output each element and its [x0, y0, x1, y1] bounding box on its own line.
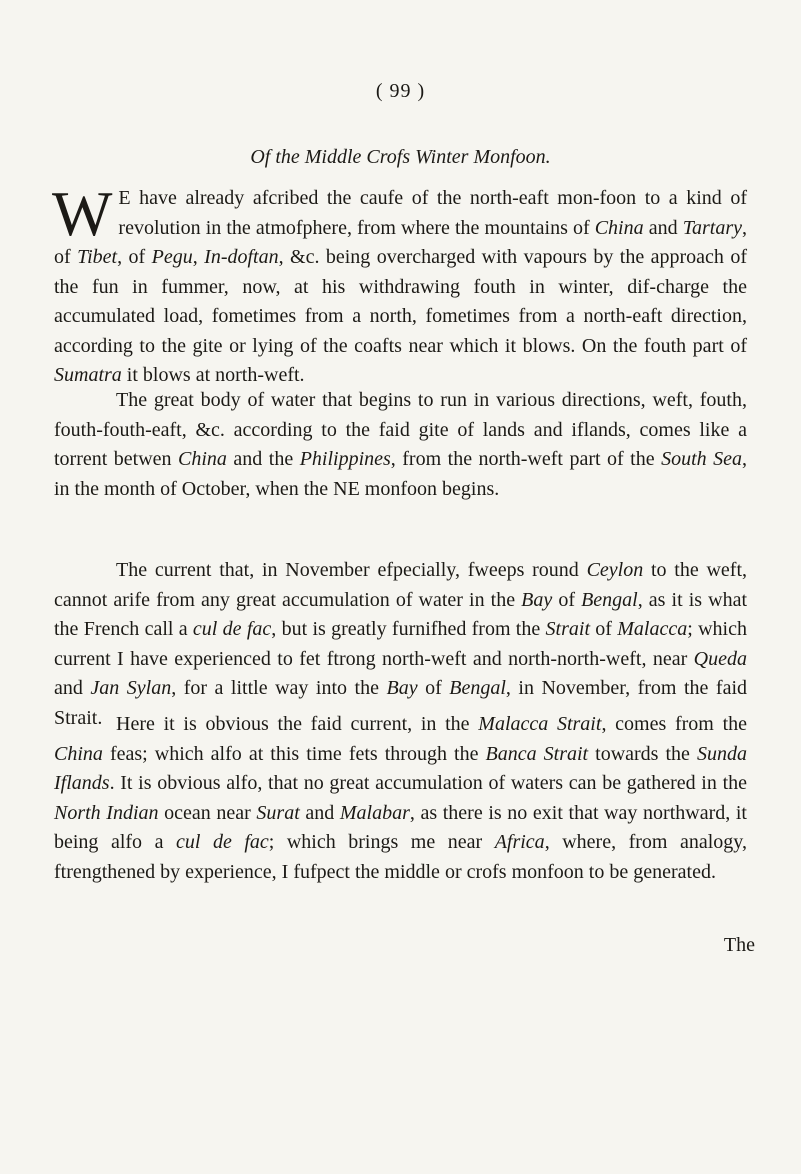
- italic-term: South Sea: [661, 448, 742, 470]
- text-run: ,: [192, 246, 205, 268]
- italic-term: China: [594, 216, 644, 239]
- text-run: to the weft, cannot arife from any great accumulation of water in the: [54, 559, 748, 611]
- text-run: and: [54, 677, 91, 699]
- text-run: and the: [226, 448, 300, 470]
- italic-term: Bay: [521, 588, 553, 611]
- drop-cap: W: [52, 178, 113, 249]
- paragraph-2: [54, 386, 747, 504]
- italic-term: Surat: [256, 801, 300, 824]
- text-run: ocean near: [158, 801, 257, 824]
- text-run: , from the north-weft part of the: [390, 448, 662, 470]
- paragraph-3-text: [54, 556, 747, 733]
- paragraph-2-text: [54, 386, 747, 504]
- paragraph-4-text: [54, 710, 747, 887]
- italic-term: Sunda Iflands: [54, 742, 747, 794]
- text-run: , but is greatly furnifhed from the: [271, 618, 546, 640]
- text-run: ; which brings me near: [268, 831, 495, 853]
- paragraph-3: [54, 556, 747, 733]
- page-number: ( 99 ): [375, 80, 426, 102]
- italic-term: Banca Strait: [485, 742, 589, 765]
- paragraph-4: [54, 710, 747, 887]
- text-run: ; which current I have experienced to fet ftrong north-weft and north-north-weft, near: [54, 618, 747, 670]
- text-run: , of: [117, 246, 152, 268]
- text-run: , &c. being overcharged with vapours by the approach of the fun in fummer, now, at his withdrawing fouth in winter, dif-charge the accumulated load, fometimes from a north, fometimes from a north-eaft direction, according to the gite or lying of the coafts near which it blows. On the fouth part of: [54, 246, 747, 357]
- italic-term: Malacca Strait: [478, 713, 602, 735]
- italic-term: In-doftan: [204, 246, 279, 268]
- italic-term: China: [54, 742, 103, 765]
- text-run: The current that, in November efpecially, fweeps round: [116, 559, 587, 581]
- italic-term: Strait: [545, 618, 590, 640]
- text-run: of: [590, 618, 618, 640]
- text-run: , for a little way into the: [171, 677, 387, 699]
- text-run: The great body of water that begins to run in various directions, weft, fouth, fouth-fouth-eaft, &c. according to the faid gite of lands and iflands, comes like a torrent betwen: [54, 389, 747, 470]
- text-run: , as there is no exit that way northward, it being alfo a: [54, 801, 747, 853]
- text-run: Here it is obvious the faid current, in the: [116, 713, 479, 735]
- text-run: of: [417, 677, 450, 699]
- text-run: E have already afcribed the caufe of the north-eaft mon-foon to a kind of revolution in the atmofphere, from where the mountains of: [118, 187, 747, 239]
- italic-term: Queda: [693, 647, 747, 670]
- text-run: and: [643, 216, 683, 239]
- text-run: , where, from analogy, ftrengthened by experience, I fufpect the middle or crofs monfoon to be generated.: [54, 831, 748, 883]
- paragraph-1-text: [52, 178, 747, 391]
- text-run: , comes from the: [601, 713, 747, 735]
- italic-term: Malabar: [339, 801, 410, 824]
- italic-term: Bengal: [581, 588, 638, 611]
- text-run: towards the: [588, 742, 697, 765]
- text-run: . It is obvious alfo, that no great accumulation of waters can be gathered in the: [109, 772, 747, 794]
- text-run: and: [299, 801, 340, 824]
- italic-term: Bay: [386, 677, 418, 699]
- paragraph-1: [52, 178, 747, 391]
- text-run: , in November, from the faid Strait.: [54, 677, 747, 729]
- italic-term: cul de fac: [192, 618, 272, 640]
- text-run: , in the month of October, when the NE monfoon begins.: [54, 448, 747, 500]
- italic-term: China: [178, 448, 227, 470]
- text-run: , as it is what the French call a: [54, 588, 748, 640]
- italic-term: Sumatra: [54, 364, 122, 386]
- italic-term: Tibet: [77, 246, 118, 268]
- italic-term: Jan Sylan: [90, 677, 172, 699]
- italic-term: Africa: [494, 831, 545, 853]
- text-run: of: [552, 588, 582, 611]
- italic-term: Philippines: [299, 448, 391, 470]
- italic-term: Bengal: [449, 677, 506, 699]
- italic-term: Ceylon: [586, 559, 644, 581]
- text-run: feas; which alfo at this time fets through the: [102, 742, 486, 765]
- italic-term: Malacca: [617, 618, 688, 640]
- text-run: , of: [54, 216, 747, 268]
- section-title: Of the Middle Crofs Winter Monfoon.: [250, 146, 551, 168]
- catchword: The: [723, 934, 755, 956]
- italic-term: North Indian: [54, 801, 159, 824]
- italic-term: Pegu: [151, 246, 193, 268]
- text-run: it blows at north-weft.: [121, 364, 305, 386]
- italic-term: cul de fac: [175, 831, 269, 853]
- italic-term: Tartary: [682, 216, 742, 239]
